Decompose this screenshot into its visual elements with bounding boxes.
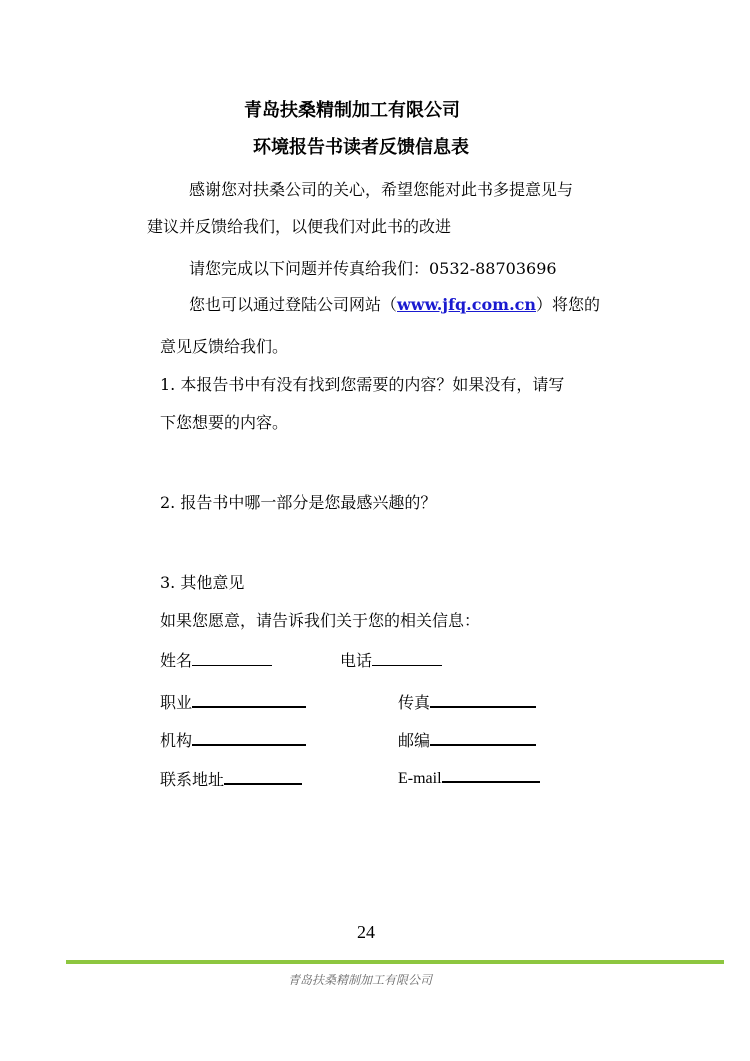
fax-instruction: 请您完成以下问题并传真给我们：0532-88703696: [189, 259, 557, 278]
company-title: 青岛扶桑精制加工有限公司: [244, 100, 460, 121]
question-1-line-2: 下您想要的内容。: [160, 413, 289, 432]
name-field: [160, 648, 272, 671]
intro-line-1: 感谢您对扶桑公司的关心，希望您能对此书多提意见与: [189, 180, 574, 199]
website-link[interactable]: www.jfq.com.cn: [397, 295, 537, 314]
info-prompt: 如果您愿意，请告诉我们关于您的相关信息：: [160, 611, 481, 630]
fax-label: 传真: [398, 693, 431, 712]
form-title: 环境报告书读者反馈信息表: [253, 137, 469, 158]
question-1-line-1: 1. 本报告书中有没有找到您需要的内容？如果没有，请写: [160, 375, 565, 394]
job-blank[interactable]: [192, 692, 306, 708]
phone-field: [340, 648, 442, 671]
email-field: [398, 767, 540, 788]
job-field: [160, 690, 306, 713]
footer-rule: [66, 960, 724, 964]
footer-company: 青岛扶桑精制加工有限公司: [288, 973, 433, 987]
question-3: 3. 其他意见: [160, 573, 245, 592]
address-blank[interactable]: [224, 769, 302, 785]
website-prefix: 您也可以通过登陆公司网站（: [189, 295, 398, 314]
org-blank[interactable]: [192, 730, 306, 746]
name-blank[interactable]: [192, 651, 272, 666]
address-label: 联系地址: [160, 770, 225, 789]
postcode-blank[interactable]: [430, 730, 536, 746]
fax-blank[interactable]: [430, 692, 536, 708]
intro-line-2: 建议并反馈给我们，以便我们对此书的改进: [147, 217, 452, 236]
email-blank[interactable]: [442, 767, 540, 783]
phone-label: 电话: [340, 651, 373, 670]
phone-blank[interactable]: [372, 651, 442, 666]
fax-field: [398, 690, 536, 713]
page-number: 24: [357, 922, 375, 942]
name-label: 姓名: [160, 651, 193, 670]
website-line: [189, 292, 600, 315]
question-2: 2. 报告书中哪一部分是您最感兴趣的？: [160, 493, 437, 512]
job-label: 职业: [160, 693, 193, 712]
email-label: E-mail: [398, 770, 442, 787]
postcode-label: 邮编: [398, 731, 431, 750]
website-suffix: ）将您的: [536, 295, 601, 314]
website-line-2: 意见反馈给我们。: [160, 337, 289, 356]
org-label: 机构: [160, 731, 193, 750]
org-field: [160, 728, 306, 751]
address-field: [160, 767, 302, 790]
postcode-field: [398, 728, 536, 751]
